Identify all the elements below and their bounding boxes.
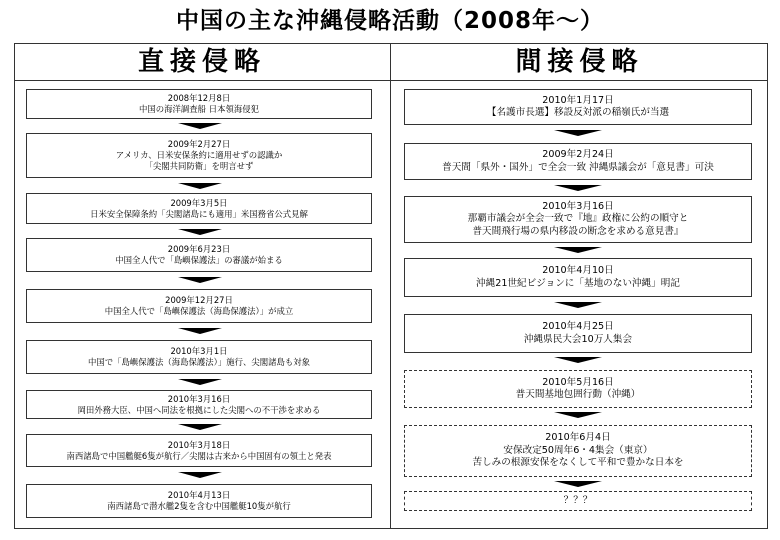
event-text: 普天間基地包囲行動（沖縄） <box>515 389 641 400</box>
event-text: 【名護市長選】移設反対派の稲嶺氏が当選 <box>486 107 670 118</box>
down-arrow-icon <box>178 472 222 478</box>
header-separator <box>14 80 768 81</box>
event-text: 普天間飛行場の県内移設の断念を求める意見書』 <box>472 225 684 237</box>
event-text: 安保改定50周年6・4集会（東京） <box>503 444 653 456</box>
event-text: 中国の海洋調査船 日本領海侵犯 <box>139 104 259 114</box>
down-arrow-icon <box>554 412 602 418</box>
indirect-event-box <box>404 491 752 511</box>
event-text: 中国全人代で「島嶼保護法（海島保護法）」が成立 <box>104 306 294 316</box>
event-date: 2009年6月23日 <box>167 244 231 254</box>
event-date: 2010年4月25日 <box>542 321 614 332</box>
event-date: 2010年1月17日 <box>542 94 614 106</box>
down-arrow-icon <box>178 183 222 189</box>
event-date: 2010年3月18日 <box>167 439 231 450</box>
direct-event-box <box>26 484 372 518</box>
event-date: 2010年3月16日 <box>167 393 231 404</box>
column-divider <box>390 43 391 529</box>
indirect-event-box <box>404 425 752 477</box>
direct-event-box <box>26 89 372 119</box>
event-date: 2010年4月10日 <box>542 265 614 276</box>
event-text: アメリカ、日米安保条約に適用せずの認識か <box>115 150 283 160</box>
event-text: ？？？ <box>563 494 593 506</box>
indirect-event-box <box>404 370 752 408</box>
event-date: 2009年2月27日 <box>167 139 231 149</box>
down-arrow-icon <box>178 277 222 283</box>
indirect-event-box <box>404 196 752 243</box>
event-text: 那覇市議会が全会一致で『地』政権に公約の順守と <box>467 213 689 225</box>
event-text: 南西諸島で中国艦艇6隻が航行／尖閣は古来から中国固有の領土と発表 <box>66 450 332 461</box>
down-arrow-icon <box>178 328 222 334</box>
event-date: 2010年3月16日 <box>542 200 614 212</box>
indirect-event-box <box>404 143 752 180</box>
down-arrow-icon <box>178 379 222 385</box>
event-date: 2010年4月13日 <box>167 490 231 500</box>
event-text: 中国全人代で「島嶼保護法」の審議が始まる <box>115 255 283 265</box>
direct-event-box <box>26 390 372 419</box>
down-arrow-icon <box>554 302 602 308</box>
event-date: 2009年12月27日 <box>165 295 233 305</box>
event-date: 2009年2月24日 <box>542 149 614 160</box>
direct-event-box <box>26 193 372 224</box>
event-text: 中国で「島嶼保護法（海島保護法）」施行、尖閣諸島も対象 <box>88 357 310 367</box>
event-date: 2010年3月1日 <box>170 346 228 356</box>
event-text: 沖縄県民大会10万人集会 <box>523 333 633 345</box>
event-text: 南西諸島で潜水艦2隻を含む中国艦艇10隻が航行 <box>107 501 291 511</box>
event-text: 岡田外務大臣、中国へ同法を根拠にした尖閣への不干渉を求める <box>77 404 321 415</box>
down-arrow-icon <box>554 481 602 487</box>
event-date: 2010年6月4日 <box>545 432 611 444</box>
direct-event-box <box>26 434 372 467</box>
direct-event-box <box>26 133 372 178</box>
direct-event-box <box>26 238 372 272</box>
event-date: 2009年3月5日 <box>170 197 228 208</box>
direct-event-box <box>26 340 372 374</box>
down-arrow-icon <box>554 357 602 363</box>
down-arrow-icon <box>554 185 602 191</box>
direct-column-heading: 直接侵略 <box>137 47 266 77</box>
event-text: 沖縄21世紀ビジョンに「基地のない沖縄」明記 <box>476 277 680 289</box>
down-arrow-icon <box>178 123 222 129</box>
direct-event-box <box>26 289 372 323</box>
down-arrow-icon <box>178 229 222 235</box>
page-title: 中国の主な沖縄侵略活動（2008年～） <box>175 8 604 34</box>
event-text: 普天間「県外・国外」で全会一致 沖縄県議会が「意見書」可決 <box>442 161 714 173</box>
indirect-column-heading: 間接侵略 <box>515 47 644 77</box>
indirect-event-box <box>404 258 752 297</box>
event-text: 日米安全保障条約「尖閣諸島にも適用」米国務省公式見解 <box>90 208 308 219</box>
down-arrow-icon <box>178 424 222 430</box>
indirect-event-box <box>404 89 752 125</box>
down-arrow-icon <box>554 247 602 253</box>
event-date: 2010年5月16日 <box>542 376 614 388</box>
event-date: 2008年12月8日 <box>167 93 231 103</box>
down-arrow-icon <box>554 130 602 136</box>
event-text: 「尖閣共同防衛」を明言せず <box>144 161 254 171</box>
indirect-event-box <box>404 314 752 353</box>
event-text: 苦しみの根源安保をなくして平和で豊かな日本を <box>472 457 684 469</box>
